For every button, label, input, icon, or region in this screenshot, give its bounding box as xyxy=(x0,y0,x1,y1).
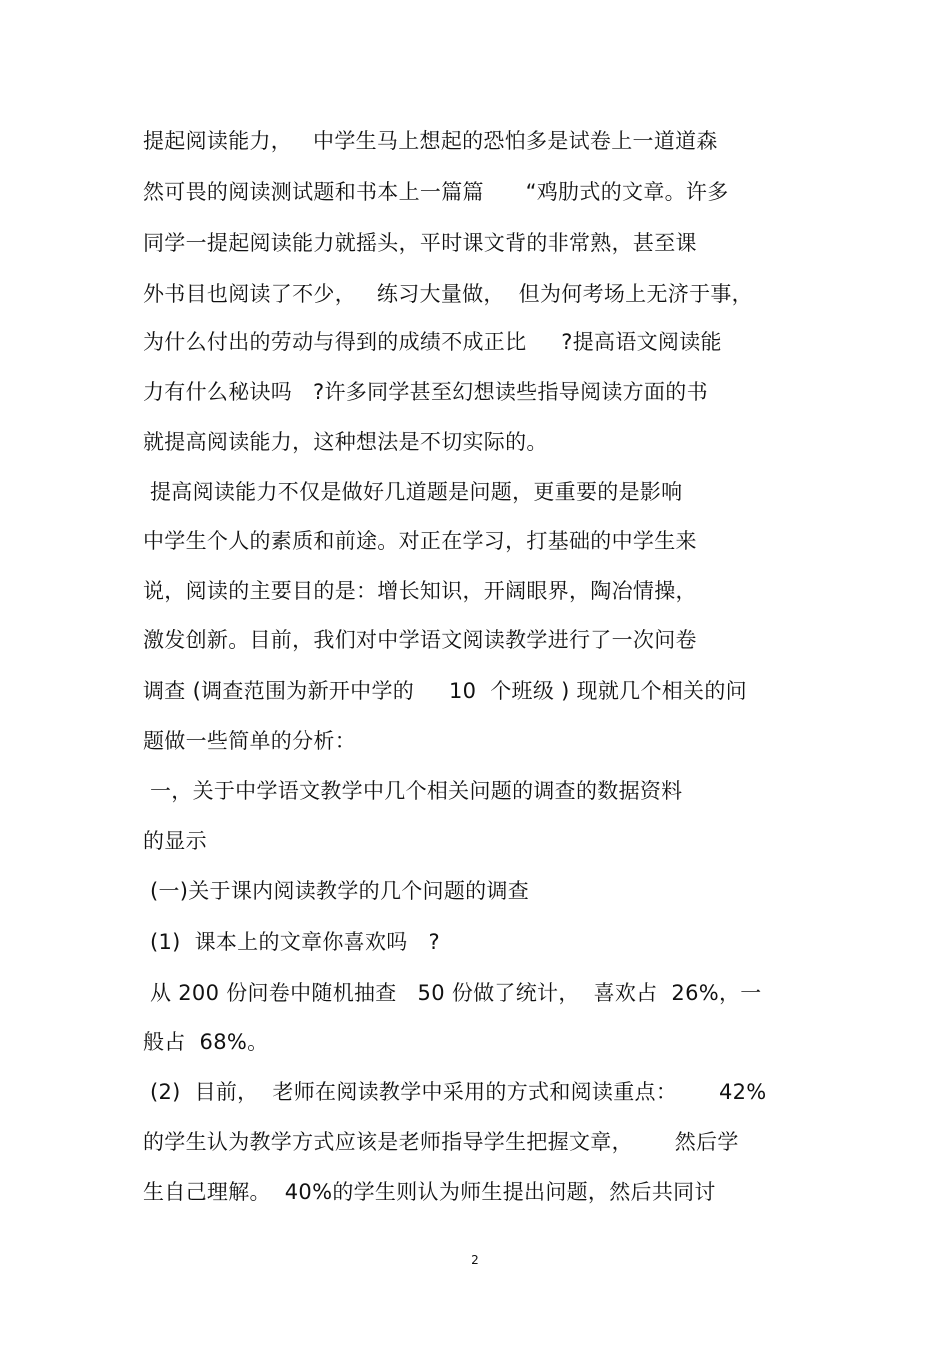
text-line: 的学生认为教学方式应该是老师指导学生把握文章， 然后学 xyxy=(143,1130,739,1154)
text-line: (1) 课本上的文章你喜欢吗 ? xyxy=(143,930,440,954)
text-line: 为什么付出的劳动与得到的成绩不成正比 ?提高语文阅读能 xyxy=(143,330,722,354)
text-line: 中学生个人的素质和前途。对正在学习，打基础的中学生来 xyxy=(143,529,697,553)
text-line: 然可畏的阅读测试题和书本上一篇篇 “鸡肋式的文章。许多 xyxy=(143,180,729,204)
text-line: 从 200 份问卷中随机抽查 50 份做了统计， 喜欢占 26%，一 xyxy=(143,981,762,1005)
text-line: 提起阅读能力， 中学生马上想起的恐怕多是试卷上一道道森 xyxy=(143,129,718,153)
text-line: 题做一些简单的分析： xyxy=(143,729,356,753)
text-line: 同学一提起阅读能力就摇头，平时课文背的非常熟，甚至课 xyxy=(143,231,697,255)
text-line: 激发创新。目前，我们对中学语文阅读教学进行了一次问卷 xyxy=(143,628,697,652)
text-line: 外书目也阅读了不少， 练习大量做， 但为何考场上无济于事， xyxy=(143,282,753,306)
text-line: 般占 68%。 xyxy=(143,1030,269,1054)
text-line: 生自己理解。 40%的学生则认为师生提出问题，然后共同讨 xyxy=(143,1180,716,1204)
text-line: 调查 (调查范围为新开中学的 10 个班级 ) 现就几个相关的问 xyxy=(143,679,747,703)
text-line: 就提高阅读能力，这种想法是不切实际的。 xyxy=(143,430,548,454)
text-line: (一)关于课内阅读教学的几个问题的调查 xyxy=(143,879,530,903)
text-line: 说，阅读的主要目的是：增长知识，开阔眼界，陶冶情操， xyxy=(143,579,697,603)
text-line: 提高阅读能力不仅是做好几道题是问题，更重要的是影响 xyxy=(143,480,683,504)
text-line: 力有什么秘诀吗 ?许多同学甚至幻想读些指导阅读方面的书 xyxy=(143,380,708,404)
text-line: 一，关于中学语文教学中几个相关问题的调查的数据资料 xyxy=(143,779,683,803)
text-line: 的显示 xyxy=(143,829,207,853)
text-line: (2) 目前， 老师在阅读教学中采用的方式和阅读重点： 42% xyxy=(143,1080,767,1104)
page-number: 2 xyxy=(471,1253,479,1267)
